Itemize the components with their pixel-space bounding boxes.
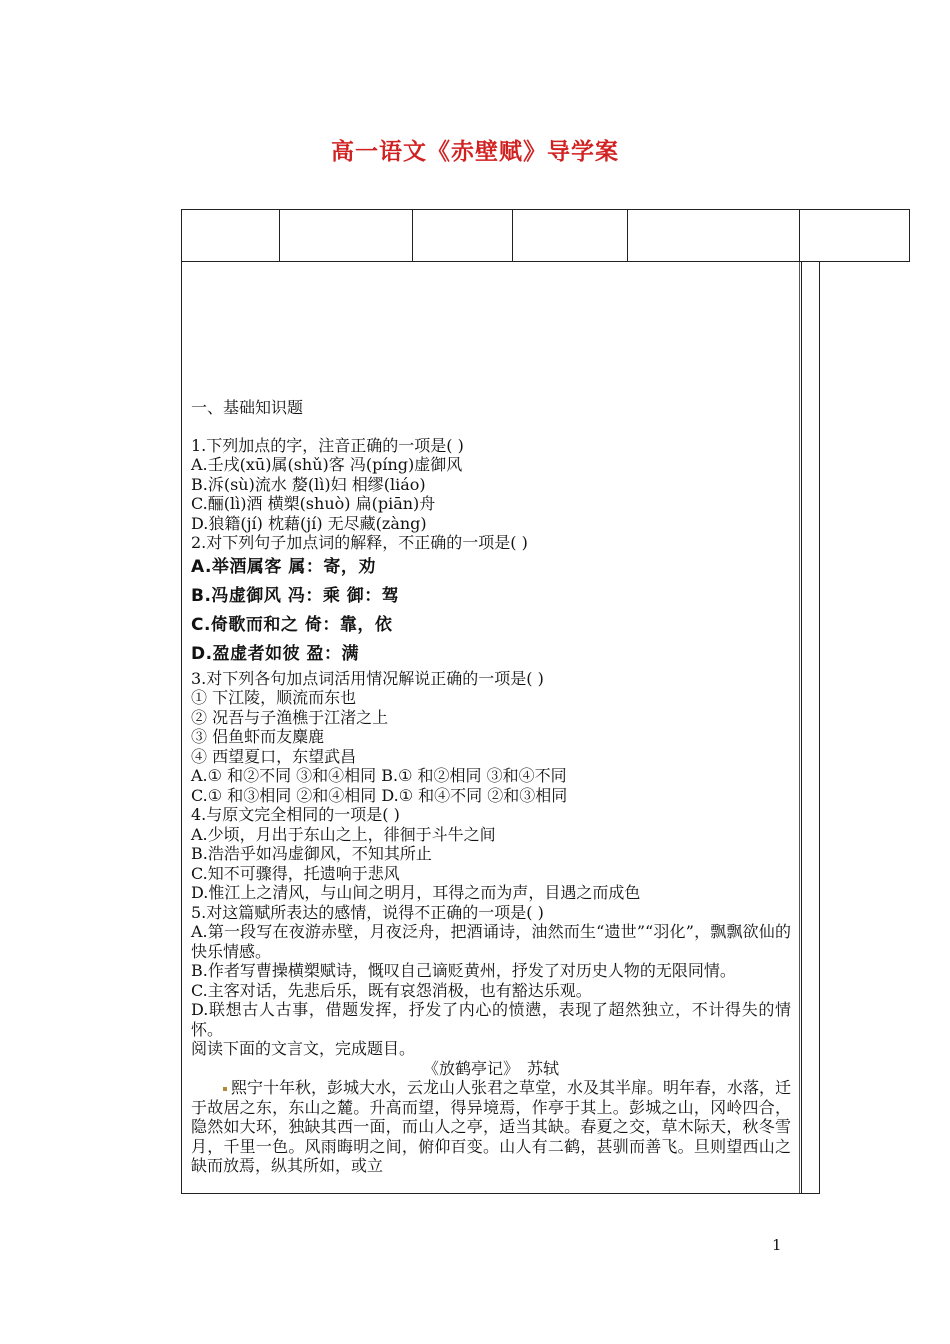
question-2 [191,533,791,669]
option: A.举酒属客 属：寄，劝 [191,556,376,577]
question-stem: 2.对下列句子加点词的解释，不正确的一项是( ) [191,533,528,552]
option: D.联想古人古事，借题发挥，抒发了内心的愤懑，表现了超然独立，不计得失的情怀。 [191,1000,791,1039]
section-heading: 一、基础知识题 [191,398,304,417]
option: A.第一段写在夜游赤壁，月夜泛舟，把酒诵诗，油然而生“遗世”“羽化”，飘飘欲仙的快乐情感。 [191,922,791,961]
passage-text: 熙宁十年秋，彭城大水，云龙山人张君之草堂，水及其半扉。明年春，水落，迁于故居之东，东山之麓。升高而望，得异境焉，作亭于其上。彭城之山，冈岭四合，隐然如大环，独缺其西一面，而山人之亭，适当其缺。春夏之交，草木际天，秋冬雪月，千里一色。风雨晦明之间，俯仰百变。山人有二鹤，甚驯而善飞。旦则望西山之缺而放焉，纵其所如，或立 [191,1078,792,1175]
worksheet-content [191,398,791,1176]
page-number: 1 [772,1236,782,1254]
option: B.冯虚御风 冯：乘 御：驾 [191,585,400,606]
header-cell [182,210,280,261]
option: C.倚歌而和之 倚：靠，依 [191,614,393,635]
option: A.① 和②不同 ③和④相同 B.① 和②相同 ③和④不同 [191,766,567,785]
info-header-table [181,209,910,262]
column-divider [801,262,802,1193]
header-cell [280,210,414,261]
option: B.作者写曹操横槊赋诗，慨叹自己谪贬黄州，抒发了对历史人物的无限同情。 [191,961,736,980]
paragraph-marker-icon [223,1087,227,1091]
question-stem: 4.与原文完全相同的一项是( ) [191,805,400,824]
question-1 [191,436,791,534]
option: A.壬戌(xū)属(shǔ)客 冯(píng)虚御风 [191,455,463,474]
question-5 [191,903,791,1040]
sentence-item: ① 下江陵，顺流而东也 [191,688,357,707]
question-stem: 3.对下列各句加点词活用情况解说正确的一项是( ) [191,668,544,688]
option: B.泝(sù)流水 嫠(lì)妇 相缪(liáo) [191,474,426,494]
option: C.主客对话，先悲后乐，既有哀怨消极，也有豁达乐观。 [191,980,592,1000]
sentence-item: ③ 侣鱼虾而友麋鹿 [191,727,325,746]
option: D.狼籍(jí) 枕藉(jí) 无尽藏(zàng) [191,513,427,533]
reading-intro: 阅读下面的文言文，完成题目。 [191,1039,416,1058]
option: C.酾(lì)酒 横槊(shuò) 扁(piān)舟 [191,494,436,513]
option: B.浩浩乎如冯虚御风，不知其所止 [191,844,432,863]
question-stem: 5.对这篇赋所表达的感情，说得不正确的一项是( ) [191,902,544,922]
question-4 [191,805,791,903]
document-title: 高一语文《赤壁赋》导学案 [331,139,619,165]
question-stem: 1.下列加点的字，注音正确的一项是( ) [191,435,464,455]
header-cell [800,210,909,261]
option: C.知不可骤得，托遗响于悲风 [191,863,400,883]
column-divider [799,262,800,1193]
sentence-item: ④ 西望夏口，东望武昌 [191,746,357,766]
header-cell [628,210,801,261]
question-3 [191,669,791,806]
option: D.盈虚者如彼 盈：满 [191,643,359,664]
header-cell [413,210,513,261]
option: A.少顷，月出于东山之上，徘徊于斗牛之间 [191,824,496,844]
reading-section [191,1039,791,1176]
option: C.① 和③相同 ②和④相同 D.① 和④不同 ②和③相同 [191,785,568,805]
article-title: 《放鹤亭记》 苏轼 [422,1058,559,1078]
sentence-item: ② 况吾与子渔樵于江渚之上 [191,707,389,727]
article-passage [191,1078,791,1176]
header-cell [513,210,628,261]
option: D.惟江上之清风，与山间之明月，耳得之而为声，目遇之而成色 [191,883,641,902]
